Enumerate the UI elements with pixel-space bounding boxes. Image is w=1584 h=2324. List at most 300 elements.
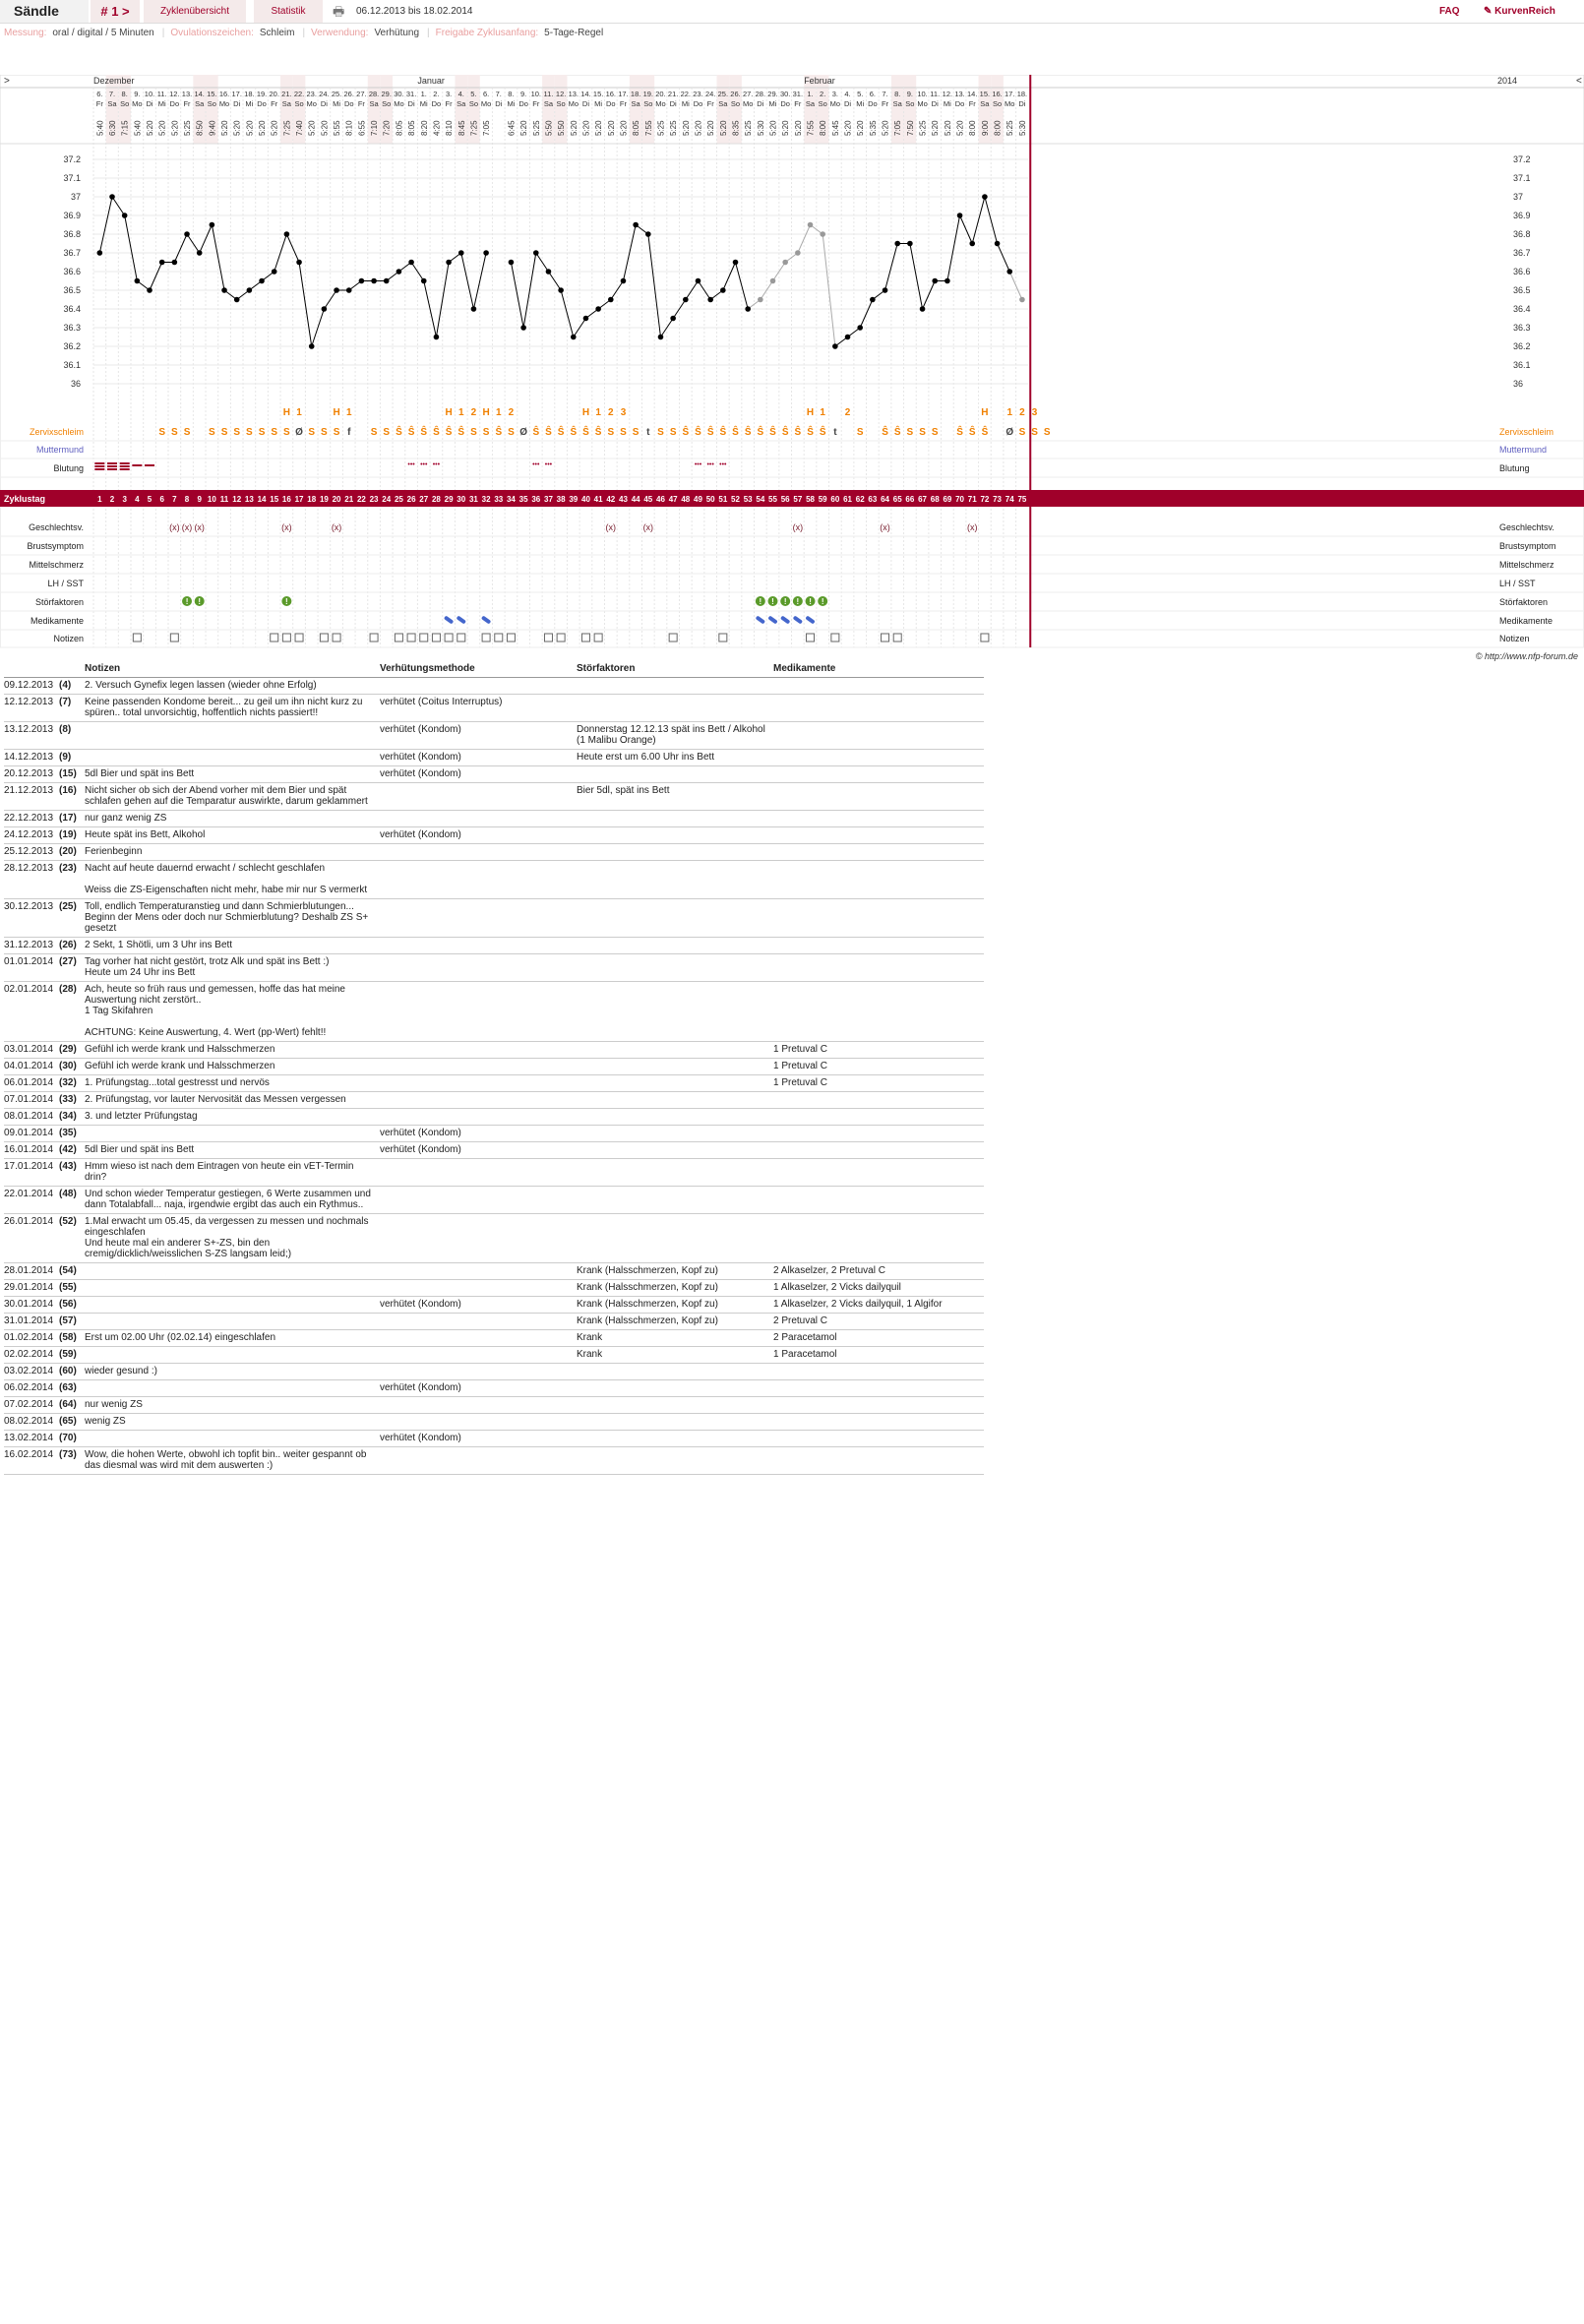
- intercourse-mark: (x): [331, 522, 342, 532]
- time-label: 5:20: [258, 120, 268, 136]
- y-tick-label: 37.1: [63, 173, 81, 183]
- note-icon: [445, 634, 453, 642]
- cycleday-label: 48: [681, 495, 691, 504]
- table-row: [4, 982, 984, 1042]
- cell-day: (9): [59, 752, 72, 763]
- time-label: 7:40: [295, 120, 305, 136]
- cycle-selector[interactable]: # 1 >: [91, 0, 140, 23]
- date-label: 17.: [618, 90, 629, 98]
- date-label: 4.: [457, 90, 464, 98]
- cell-meds: 1 Alkaselzer, 2 Vicks dailyquil, 1 Algifor: [773, 1299, 943, 1310]
- mucus-value: Ŝ: [732, 427, 739, 438]
- notes-table: [4, 661, 984, 1475]
- print-icon[interactable]: 🖶: [333, 4, 345, 19]
- cell-date: 09.01.2014: [4, 1128, 54, 1138]
- mucus-value: S: [470, 427, 477, 438]
- cell-disturb: Donnerstag 12.12.13 spät ins Bett / Alkohol (1 Malibu Orange): [577, 724, 768, 746]
- mucus-value: Ŝ: [396, 427, 402, 438]
- date-label: 11.: [156, 90, 167, 98]
- mucus-value: Ŝ: [769, 427, 776, 438]
- temp-point: [621, 278, 627, 284]
- date-range: 06.12.2013 bis 18.02.2014: [356, 6, 473, 17]
- cell-day: (57): [59, 1315, 77, 1326]
- date-label: 30.: [779, 90, 791, 98]
- cell-note: Wow, die hohen Werte, obwohl ich topfit bin.. weiter gespannt ob das diesmal was wird mit dem auswerten :): [85, 1449, 370, 1471]
- note-icon: [170, 634, 178, 642]
- cycleday-label: 32: [481, 495, 491, 504]
- time-label: 5:25: [744, 120, 754, 136]
- cell-day: (43): [59, 1161, 77, 1172]
- cycleday-label: 46: [656, 495, 665, 504]
- mucus-value: Ŝ: [807, 427, 814, 438]
- intercourse-mark: (x): [605, 522, 617, 532]
- temp-point: [371, 278, 377, 284]
- cell-date: 28.12.2013: [4, 863, 54, 874]
- time-label: 5:20: [706, 120, 716, 136]
- weekday-label: So: [905, 99, 915, 108]
- table-row: [4, 1431, 984, 1447]
- cell-day: (4): [59, 680, 72, 691]
- meta-key: Ovulationszeichen:: [170, 28, 254, 38]
- date-label: 8.: [121, 90, 128, 98]
- date-label: 9.: [134, 90, 141, 98]
- cell-date: 29.01.2014: [4, 1282, 54, 1293]
- weekday-label: So: [207, 99, 216, 108]
- date-label: 10.: [530, 90, 542, 98]
- nav-prev-button: >: [4, 76, 10, 87]
- mucus-value: S: [308, 427, 316, 438]
- time-label: 6:55: [357, 120, 367, 136]
- temp-point: [995, 241, 1001, 247]
- cell-date: 07.01.2014: [4, 1094, 54, 1105]
- cell-method: verhütet (Kondom): [380, 768, 461, 779]
- y-tick-label-right: 36.3: [1513, 323, 1531, 333]
- mucus-value: S: [370, 427, 378, 438]
- temp-point: [122, 213, 128, 218]
- cell-disturb: Krank (Halsschmerzen, Kopf zu): [577, 1282, 718, 1293]
- disturb-icon-mark: !: [198, 597, 202, 606]
- y-tick-label: 36.7: [63, 248, 81, 258]
- temp-point: [558, 287, 564, 293]
- weekday-label: Mo: [132, 99, 143, 108]
- mucus-value: S: [669, 427, 677, 438]
- cell-method: verhütet (Kondom): [380, 1128, 461, 1138]
- cell-day: (58): [59, 1332, 77, 1343]
- date-label: 25.: [717, 90, 729, 98]
- cell-day: (25): [59, 901, 77, 912]
- logo-icon: ✎: [1484, 6, 1495, 17]
- cell-day: (65): [59, 1416, 77, 1427]
- col-meds: Medikamente: [773, 663, 836, 674]
- temp-point: [172, 260, 178, 266]
- time-label: 5:20: [881, 120, 890, 136]
- time-label: 8:00: [968, 120, 978, 136]
- mucus-value: Ŝ: [495, 427, 503, 438]
- bleeding-spot: •••: [532, 461, 540, 468]
- col-method: Verhütungsmethode: [380, 663, 475, 674]
- temp-point: [458, 250, 464, 256]
- weekday-label: Mi: [768, 99, 777, 108]
- temp-point: [670, 316, 676, 322]
- month-label: Februar: [804, 76, 835, 86]
- evaluation-mark: H: [282, 407, 291, 418]
- cell-note: Gefühl ich werde krank und Halsschmerzen: [85, 1044, 275, 1055]
- date-label: 12.: [942, 90, 953, 98]
- cycleday-label: 6: [159, 495, 164, 504]
- bleeding-spot: •••: [544, 461, 553, 468]
- weekday-label: Mi: [245, 99, 254, 108]
- cell-day: (55): [59, 1282, 77, 1293]
- mucus-value: S: [158, 427, 166, 438]
- cell-note: nur ganz wenig ZS: [85, 813, 167, 824]
- row-label-med: Medikamente: [30, 616, 84, 626]
- time-label: 5:20: [307, 120, 317, 136]
- cell-disturb: Krank: [577, 1332, 603, 1343]
- time-label: 8:50: [195, 120, 205, 136]
- cycleday-label: 36: [531, 495, 541, 504]
- bleeding-spot: •••: [719, 461, 727, 468]
- time-label: 4:20: [432, 120, 442, 136]
- user-name: Sändle: [0, 0, 89, 23]
- temp-point: [720, 287, 726, 293]
- disturb-icon-mark: !: [821, 597, 824, 606]
- weekday-label: Mi: [681, 99, 690, 108]
- weekday-label: Mo: [742, 99, 754, 108]
- y-tick-label-right: 36.1: [1513, 360, 1531, 370]
- cell-day: (26): [59, 940, 77, 950]
- row-label-muttermund: Muttermund: [35, 445, 84, 455]
- mucus-value: f: [347, 427, 351, 438]
- temp-point: [408, 260, 414, 266]
- weekday-label: Di: [931, 99, 939, 108]
- evaluation-mark: H: [581, 407, 590, 418]
- date-label: 12.: [555, 90, 567, 98]
- bleeding-heavy: [107, 465, 117, 467]
- temp-point: [571, 335, 577, 340]
- weekday-label: Fr: [794, 99, 802, 108]
- cell-day: (73): [59, 1449, 77, 1460]
- cell-disturb: Heute erst um 6.00 Uhr ins Bett: [577, 752, 715, 763]
- mucus-value: S: [383, 427, 391, 438]
- note-icon: [271, 634, 278, 642]
- date-label: 23.: [693, 90, 703, 98]
- note-icon: [407, 634, 415, 642]
- cycleday-label: 60: [830, 495, 840, 504]
- cycleday-label: 43: [619, 495, 628, 504]
- cell-date: 06.01.2014: [4, 1077, 54, 1088]
- cell-method: verhütet (Kondom): [380, 1299, 461, 1310]
- cell-disturb: Krank (Halsschmerzen, Kopf zu): [577, 1299, 718, 1310]
- disturb-icon-mark: !: [809, 597, 812, 606]
- cell-note: 2 Sekt, 1 Shötli, um 3 Uhr ins Bett: [85, 940, 233, 950]
- date-label: 17.: [231, 90, 242, 98]
- weekday-label: So: [556, 99, 566, 108]
- cell-note: Nacht auf heute dauernd erwacht / schlecht geschlafen Weiss die ZS-Eigenschaften nicht mehr, habe mir nur S vermerkt: [85, 863, 368, 895]
- mucus-value: Ŝ: [695, 427, 701, 438]
- cycleday-label: 4: [135, 495, 140, 504]
- cycleday-label: 3: [122, 495, 127, 504]
- temp-point: [159, 260, 165, 266]
- weekday-label: Mo: [829, 99, 841, 108]
- date-label: 17.: [1005, 90, 1015, 98]
- evaluation-mark: 2: [608, 407, 614, 418]
- disturb-icon-mark: !: [285, 597, 288, 606]
- date-label: 1.: [420, 90, 427, 98]
- brand-logo[interactable]: [1484, 0, 1555, 23]
- temp-point: [322, 306, 328, 312]
- mucus-value: Ŝ: [719, 427, 727, 438]
- cycleday-label: 29: [444, 495, 454, 504]
- weekday-label: Mo: [917, 99, 928, 108]
- mucus-value: Ŝ: [594, 427, 602, 438]
- temp-point: [795, 250, 801, 256]
- cell-date: 09.12.2013: [4, 680, 54, 691]
- cycleday-label: 35: [518, 495, 528, 504]
- temp-point: [483, 250, 489, 256]
- brand-name: KurvenReich: [1494, 6, 1555, 17]
- cell-note: Ach, heute so früh raus und gemessen, hoffe das hat meine Auswertung nicht zerstört.. 1 Tag Skifahren ACHTUNG: Keine Auswertung, 4. Wert (pp-Wert) fehlt!!: [85, 984, 345, 1038]
- temp-point: [583, 316, 589, 322]
- temp-point: [845, 335, 851, 340]
- cell-date: 13.12.2013: [4, 724, 54, 735]
- weekday-label: Sa: [107, 99, 117, 108]
- cycleday-label: 70: [955, 495, 965, 504]
- temp-point: [446, 260, 452, 266]
- cycleday-label: 57: [793, 495, 803, 504]
- date-label: 26.: [343, 90, 354, 98]
- cell-note: nur wenig ZS: [85, 1399, 143, 1410]
- meta-key: Messung:: [4, 28, 47, 38]
- time-label: 5:30: [756, 120, 765, 136]
- cycleday-label: 41: [593, 495, 603, 504]
- date-label: 15.: [979, 90, 991, 98]
- time-label: 5:20: [606, 120, 616, 136]
- disturb-icon-mark: !: [771, 597, 774, 606]
- row-label-right-lh: LH / SST: [1499, 579, 1536, 588]
- meta-value: Schleim: [259, 28, 295, 38]
- month-label: Januar: [417, 76, 445, 86]
- date-label: 9.: [519, 90, 527, 98]
- meta-separator: |: [161, 28, 165, 38]
- tab-cycle-overview[interactable]: Zyklenübersicht: [144, 0, 246, 23]
- table-row: [4, 1414, 984, 1431]
- date-label: 2.: [433, 90, 440, 98]
- faq-link[interactable]: FAQ: [1439, 6, 1460, 17]
- note-icon: [669, 634, 677, 642]
- note-icon: [395, 634, 402, 642]
- date-label: 21.: [667, 90, 679, 98]
- cell-date: 02.01.2014: [4, 984, 54, 995]
- mucus-value: Ŝ: [407, 427, 415, 438]
- temp-point: [97, 250, 103, 256]
- bleeding-spot: •••: [407, 461, 415, 468]
- time-label: 8:10: [445, 120, 455, 136]
- mucus-value: S: [482, 427, 490, 438]
- weekday-label: Fr: [445, 99, 453, 108]
- cycleday-label: 68: [930, 495, 940, 504]
- table-row: [4, 1297, 984, 1314]
- cell-date: 08.01.2014: [4, 1111, 54, 1122]
- table-row: [4, 1214, 984, 1263]
- col-disturb: Störfaktoren: [577, 663, 636, 674]
- cell-day: (29): [59, 1044, 77, 1055]
- time-label: 5:20: [681, 120, 691, 136]
- temp-point: [758, 297, 763, 303]
- cell-date: 26.01.2014: [4, 1216, 54, 1227]
- temp-point: [247, 287, 253, 293]
- cell-day: (48): [59, 1189, 77, 1199]
- cell-day: (20): [59, 846, 77, 857]
- bleeding-heavy: [120, 462, 130, 464]
- cycleday-label: 13: [244, 495, 254, 504]
- cycle-chart: [0, 75, 1584, 663]
- date-label: 7.: [882, 90, 888, 98]
- date-label: 16.: [992, 90, 1003, 98]
- temp-point: [932, 278, 938, 284]
- row-label-right-stoer: Störfaktoren: [1499, 597, 1549, 607]
- weekday-label: Do: [780, 99, 790, 108]
- y-tick-label: 36.4: [63, 304, 81, 314]
- weekday-label: Di: [757, 99, 764, 108]
- cell-date: 03.02.2014: [4, 1366, 54, 1376]
- temp-point: [334, 287, 339, 293]
- cell-date: 01.01.2014: [4, 956, 54, 967]
- row-label-right-med: Medikamente: [1499, 616, 1554, 626]
- temp-point: [396, 269, 402, 275]
- time-label: 5:50: [544, 120, 554, 136]
- mucus-value: S: [258, 427, 266, 438]
- weekday-label: Sa: [805, 99, 816, 108]
- date-label: 5.: [857, 90, 864, 98]
- temp-point: [683, 297, 689, 303]
- time-label: 7:25: [469, 120, 479, 136]
- cell-date: 21.12.2013: [4, 785, 54, 796]
- cell-date: 01.02.2014: [4, 1332, 54, 1343]
- time-label: 6:30: [108, 120, 118, 136]
- date-label: 24.: [704, 90, 716, 98]
- weekday-label: Mo: [568, 99, 579, 108]
- cell-meds: 1 Alkaselzer, 2 Vicks dailyquil: [773, 1282, 901, 1293]
- cycleday-title: Zyklustag: [4, 494, 46, 504]
- evaluation-mark: 1: [296, 407, 302, 418]
- cell-note: 2. Prüfungstag, vor lauter Nervosität das Messen vergessen: [85, 1094, 346, 1105]
- table-row: [4, 766, 984, 783]
- cell-date: 22.12.2013: [4, 813, 54, 824]
- bleeding-heavy: [94, 468, 104, 470]
- mucus-value: S: [333, 427, 340, 438]
- table-row: [4, 827, 984, 844]
- mucus-value: Ŝ: [706, 427, 714, 438]
- intercourse-mark: (x): [792, 522, 804, 532]
- cell-date: 14.12.2013: [4, 752, 54, 763]
- time-label: 5:40: [133, 120, 143, 136]
- date-label: 18.: [244, 90, 255, 98]
- evaluation-mark: H: [806, 407, 815, 418]
- cycleday-label: 33: [494, 495, 504, 504]
- mucus-value: t: [833, 427, 837, 438]
- time-label: 7:25: [282, 120, 292, 136]
- time-label: 7:15: [120, 120, 130, 136]
- mucus-value: S: [271, 427, 278, 438]
- cycleday-label: 34: [506, 495, 516, 504]
- time-label: 9:40: [208, 120, 217, 136]
- cycleday-label: 38: [556, 495, 566, 504]
- temp-point: [1019, 297, 1025, 303]
- cycleday-label: 54: [756, 495, 765, 504]
- time-label: 5:20: [943, 120, 952, 136]
- time-label: 8:35: [731, 120, 741, 136]
- temp-point: [982, 194, 988, 200]
- time-label: 5:35: [868, 120, 878, 136]
- cycleday-label: 49: [694, 495, 702, 504]
- temp-point: [259, 278, 265, 284]
- table-row: [4, 1142, 984, 1159]
- time-label: 5:20: [694, 120, 703, 136]
- mucus-value: Ø: [295, 427, 303, 438]
- cycleday-label: 8: [184, 495, 190, 504]
- cell-day: (23): [59, 863, 77, 874]
- cell-day: (28): [59, 984, 77, 995]
- row-label-right-zervix: Zervixschleim: [1499, 427, 1554, 437]
- y-tick-label-right: 36.4: [1513, 304, 1531, 314]
- date-label: 23.: [306, 90, 317, 98]
- cell-note: Heute spät ins Bett, Alkohol: [85, 829, 206, 840]
- mucus-value: S: [246, 427, 253, 438]
- weekday-label: Sa: [281, 99, 291, 108]
- note-icon: [420, 634, 428, 642]
- temp-point: [745, 306, 751, 312]
- tab-statistics[interactable]: Statistik: [254, 0, 323, 23]
- time-label: 5:20: [581, 120, 591, 136]
- meta-separator: |: [302, 28, 306, 38]
- cycleday-label: 24: [382, 495, 392, 504]
- note-icon: [981, 634, 989, 642]
- cell-note: Gefühl ich werde krank und Halsschmerzen: [85, 1061, 275, 1071]
- cell-disturb: Krank: [577, 1349, 603, 1360]
- cell-day: (63): [59, 1382, 77, 1393]
- cycleday-label: 14: [257, 495, 267, 504]
- temp-point: [782, 260, 788, 266]
- date-label: 31.: [792, 90, 804, 98]
- time-label: 7:50: [905, 120, 915, 136]
- weekday-label: So: [730, 99, 741, 108]
- mucus-value: Ŝ: [981, 427, 989, 438]
- date-label: 18.: [630, 90, 641, 98]
- row-label-mittel: Mittelschmerz: [29, 560, 84, 570]
- date-label: 6.: [482, 90, 490, 98]
- mucus-value: Ŝ: [570, 427, 578, 438]
- weekday-label: Di: [843, 99, 852, 108]
- cycleday-label: 63: [868, 495, 878, 504]
- cycleday-label: 69: [943, 495, 952, 504]
- time-label: 7:55: [643, 120, 653, 136]
- cell-note: Keine passenden Kondome bereit... zu geil um ihn nicht kurz zu spüren.. total unvorsichtig, hoffentlich nichts passiert!!: [85, 697, 366, 718]
- time-label: 5:20: [856, 120, 866, 136]
- y-tick-label-right: 37: [1513, 192, 1524, 202]
- cell-day: (16): [59, 785, 77, 796]
- note-icon: [333, 634, 340, 642]
- cell-meds: 2 Paracetamol: [773, 1332, 837, 1343]
- date-label: 19.: [642, 90, 654, 98]
- evaluation-mark: 2: [844, 407, 851, 418]
- cell-note: 5dl Bier und spät ins Bett: [85, 768, 195, 779]
- cycleday-label: 39: [569, 495, 579, 504]
- temp-point: [832, 343, 838, 349]
- time-label: 5:20: [232, 120, 242, 136]
- temp-point: [820, 231, 825, 237]
- temp-point: [284, 231, 290, 237]
- cycleday-label: 52: [731, 495, 740, 504]
